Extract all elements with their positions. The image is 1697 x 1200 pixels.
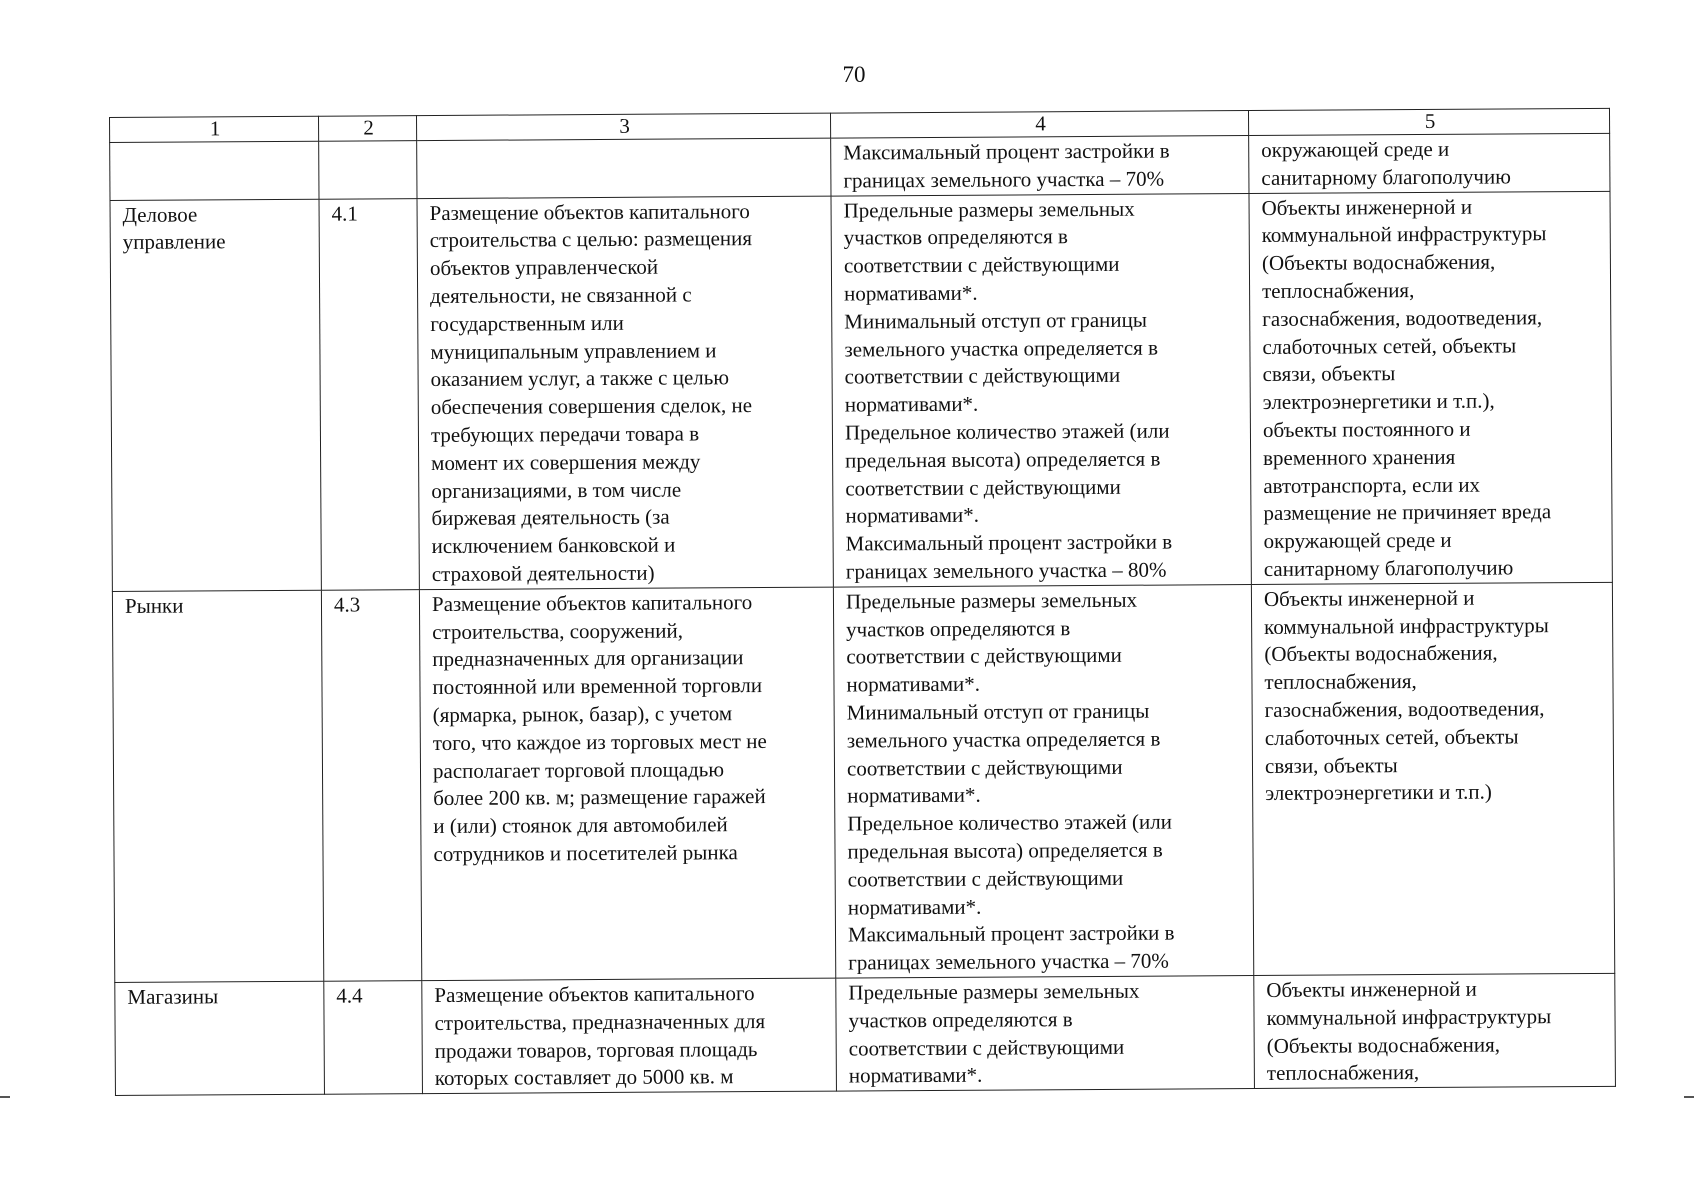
table-row-business-management: [110, 191, 1612, 591]
parameters-cell: Предельные размеры земельных участков определяются в соответствии с действующими нормативами*.: [836, 975, 1255, 1091]
column-header-5: 5: [1248, 108, 1609, 135]
auxiliary-uses-cell: окружающей среде и санитарному благополучию: [1249, 133, 1610, 193]
column-header-1: 1: [110, 116, 319, 142]
auxiliary-uses-cell: Объекты инженерной и коммунальной инфраструктуры (Объекты водоснабжения, теплоснабжения, газоснабжения, водоотведения, слаботочных сетей, объекты связи, объекты электроэнергетики и т.п.): [1251, 582, 1614, 975]
parameters-cell: Предельные размеры земельных участков определяются в соответствии с действующими нормативами*. Минимальный отступ от границы земельного участка определяется в соответствии с действующими нормативами*. Предельное количество этажей (или предельная высота) определяется в соответствии с действующими нормативами*. Максимальный процент застройки в границах земельного участка – 80%: [831, 193, 1251, 587]
use-description-cell: [417, 138, 831, 198]
auxiliary-uses-cell: Объекты инженерной и коммунальной инфраструктуры (Объекты водоснабжения, теплоснабжения,: [1254, 973, 1616, 1088]
use-code-cell: 4.3: [321, 589, 421, 981]
use-name-cell: Рынки: [112, 590, 323, 982]
column-header-4: 4: [830, 111, 1248, 139]
zoning-table: [109, 108, 1616, 1096]
page-number: 70: [842, 62, 866, 87]
column-header-3: 3: [416, 113, 830, 141]
column-header-2: 2: [318, 116, 416, 142]
use-name-cell: Магазины: [115, 981, 325, 1095]
table-row-continuation: [110, 133, 1610, 200]
use-code-cell: 4.4: [324, 981, 423, 1095]
auxiliary-uses-cell: Объекты инженерной и коммунальной инфраструктуры (Объекты водоснабжения, теплоснабжения, газоснабжения, водоотведения, слаботочных сетей, объекты связи, объекты электроэнергетики и т.п.), объекты постоянного и временного хранения автотранспорта, если их размещение не причиняет вреда окружающей среде и санитарному благополучию: [1249, 191, 1612, 584]
scan-edge-mark-right: [1684, 1096, 1694, 1098]
parameters-cell: Максимальный процент застройки в границах земельного участка – 70%: [831, 136, 1249, 196]
table-row-markets: [112, 582, 1614, 982]
use-code-cell: 4.1: [319, 198, 419, 590]
use-description-cell: Размещение объектов капитального строительства, сооружений, предназначенных для организации постоянной или временной торговли (ярмарка, рынок, базар), с учетом того, что каждое из торговых мест не располагает торговой площадью более 200 кв. м; размещение гаражей и (или) стоянок для автомобилей сотрудников и посетителей рынка: [419, 587, 835, 981]
scan-edge-mark-left: [0, 1096, 10, 1098]
table-row-shops: [115, 973, 1616, 1095]
use-description-cell: Размещение объектов капитального строительства с целью: размещения объектов управленческой деятельности, не связанной с государственным или муниципальным управлением и оказанием услуг, а также с целью обеспечения совершения сделок, не требующих передачи товара в момент их совершения между организациями, в том числе биржевая деятельность (за исключением банковской и страховой деятельности): [417, 196, 833, 590]
parameters-cell: Предельные размеры земельных участков определяются в соответствии с действующими нормативами*. Минимальный отступ от границы земельного участка определяется в соответствии с действующими нормативами*. Предельное количество этажей (или предельная высота) определяется в соответствии с действующими нормативами*. Максимальный процент застройки в границах земельного участка – 70%: [833, 584, 1253, 978]
use-name-cell: [110, 141, 319, 200]
use-code-cell: [319, 141, 417, 199]
use-name-cell: Деловое управление: [110, 199, 321, 591]
use-description-cell: Размещение объектов капитального строительства, предназначенных для продажи товаров, торговая площадь которых составляет до 5000 кв. м: [422, 978, 837, 1094]
